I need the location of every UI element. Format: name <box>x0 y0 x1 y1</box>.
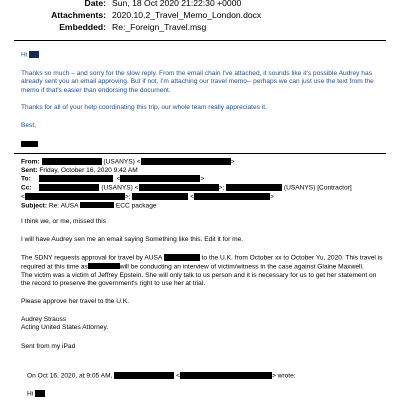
cc-line2-b: >; <box>124 193 131 201</box>
date-key: Date: <box>84 0 106 8</box>
redaction-block <box>29 51 39 58</box>
quoted-greeting <box>27 390 392 399</box>
quoted-header-text <box>27 372 392 381</box>
cc-line <box>21 184 386 193</box>
redaction-block <box>25 193 125 200</box>
body-line-1 <box>21 218 386 226</box>
redaction-block <box>114 372 174 379</box>
date-value: Sun, 18 Oct 2020 21:22:30 +0000 <box>112 0 242 8</box>
redaction-block <box>132 193 188 200</box>
from-end: > <box>230 158 235 166</box>
header-divider <box>14 40 386 41</box>
redaction-block <box>42 158 102 165</box>
quoted-header <box>27 372 392 381</box>
subject-post: ECC package <box>115 202 157 210</box>
cc-text-1: (USANYS) < <box>101 184 139 192</box>
quote-b: < <box>176 372 180 380</box>
reply-greeting <box>21 51 383 60</box>
body-text-2: I will have Audrey sen me an email saying Something like this. Edit it for me. <box>21 236 244 243</box>
quote-c: > wrote: <box>271 372 296 380</box>
subject-line <box>21 202 386 211</box>
redaction-block <box>39 184 99 191</box>
redaction-block <box>88 263 120 270</box>
redaction-block <box>120 175 200 182</box>
sent-from-text: Sent from my iPad <box>21 343 76 350</box>
body-text-7: Please approve her travel to the U.K. <box>21 298 130 305</box>
redaction-block <box>164 254 200 261</box>
body-line-approve <box>21 298 386 306</box>
sent-line <box>21 167 386 175</box>
cc-text-3: (USANYS) [Contractor] <box>283 184 352 192</box>
redaction-block <box>180 372 272 379</box>
sent-label: Sent: <box>21 166 38 174</box>
body-text-4a: required at this time as <box>21 263 88 271</box>
signature-name: Audrey Strauss <box>21 316 67 323</box>
embedded-value[interactable]: Re:_Foreign_Travel.msg <box>112 22 207 32</box>
body-paragraph-travel <box>21 254 386 288</box>
reply-para-1-text: Thanks so much – and sorry for the slow reply. From the email chain I've attached, it sounds like it's possible Audrey has already sent you an email approving. But if not, I'm attaching our travel memo-- perhaps we can just use the text from the memo if that's easier than endorsing the document. <box>21 70 374 94</box>
cc-text-2: >; <box>218 184 225 192</box>
body-text-1: I think we, or me, missed this <box>21 218 107 225</box>
reply-paragraph-1 <box>21 70 383 95</box>
closing-text: Best, <box>21 122 37 129</box>
embedded-row <box>0 21 400 33</box>
reply-para-2-text: Thanks for all of your help coordinating this trip, our whole team really appreciates it. <box>21 104 267 111</box>
redaction-block <box>194 193 270 200</box>
cc-line-2 <box>21 193 386 202</box>
from-text: (USANYS) < <box>103 158 141 166</box>
attachments-row <box>0 9 400 21</box>
forward-headers <box>21 158 386 211</box>
to-end: > <box>200 175 205 183</box>
cc-line2-c: < <box>190 193 195 201</box>
cc-line2-a: < <box>21 193 25 201</box>
redaction-block <box>80 202 114 209</box>
from-line <box>21 158 386 167</box>
date-row <box>0 0 400 9</box>
forward-divider <box>14 153 386 154</box>
body-text-4b: will be conducting an interview of victim/witness in the case against Glaine Maxwell. <box>119 263 364 271</box>
attachments-key: Attachments: <box>51 10 106 20</box>
body-text-3a: The SDNY requests approval for travel by AUSA <box>21 254 162 262</box>
subject-label: Subject: <box>21 202 48 210</box>
attachments-value[interactable]: 2020.10.2_Travel_Memo_London.docx <box>112 10 262 20</box>
body-text-5: The victim was a victim of Jeffrey Epstein. She will only talk to us person and it is necessary for us to get her statement on <box>21 271 377 279</box>
to-lt: < <box>116 175 121 183</box>
signature-redaction <box>21 141 38 147</box>
from-label: From: <box>21 158 40 166</box>
redaction-block <box>139 184 219 191</box>
sent-text: Friday, October 16, 2020 9:42 AM <box>39 166 138 174</box>
body-signature <box>21 316 386 333</box>
body-line-2 <box>21 236 386 244</box>
body-text-3 <box>21 254 386 263</box>
body-text-3b: to the U.K. from October xx to October Yu, 2020. This travel is <box>201 254 383 262</box>
cc-label: Cc: <box>21 184 32 192</box>
embedded-key: Embedded: <box>59 22 106 32</box>
reply-paragraph-2 <box>21 104 383 112</box>
redaction-block <box>39 175 113 182</box>
redaction-block <box>141 158 231 165</box>
to-line <box>21 175 386 184</box>
quote-a: On Oct 16, 2020, at 9:05 AM, <box>27 372 113 380</box>
reply-closing <box>21 122 383 130</box>
quoted-hi: Hi <box>27 390 34 398</box>
cc-line2-d: > <box>270 193 274 201</box>
body-sent-from <box>21 343 386 351</box>
redaction-block <box>226 184 282 191</box>
email-header <box>0 0 400 33</box>
subject-pre: Re: AUSA <box>48 202 79 210</box>
redaction-block <box>35 390 45 397</box>
quoted-greeting-line <box>27 390 392 399</box>
body-text-4 <box>21 263 386 272</box>
body-text-6: the record to preserve the government's right to use her at trial. <box>21 280 206 288</box>
to-label: To: <box>21 175 31 183</box>
signature-title: Acting United States Attorney. <box>21 324 109 332</box>
greeting-text: Hi <box>21 51 28 59</box>
